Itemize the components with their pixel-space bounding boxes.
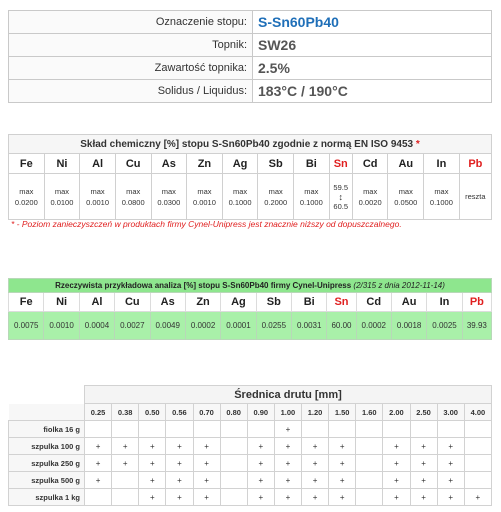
availability-cell xyxy=(383,421,410,438)
chem-value-au xyxy=(388,174,424,220)
value-line-bottom: 0.0800 xyxy=(121,197,145,207)
analysis-element-al: Al xyxy=(79,293,114,312)
availability-cell: + xyxy=(166,472,193,489)
chem-table-title xyxy=(9,135,492,154)
value-line-bottom: 0.0020 xyxy=(358,197,382,207)
chem-value-al xyxy=(80,174,116,220)
availability-cell xyxy=(464,438,491,455)
availability-cell: + xyxy=(274,455,301,472)
analysis-title xyxy=(9,279,492,293)
availability-cell: + xyxy=(329,438,356,455)
availability-cell xyxy=(139,421,166,438)
chem-value-sn xyxy=(329,174,352,220)
value-line-top: max xyxy=(268,186,283,196)
availability-cell: + xyxy=(437,489,464,506)
spec-label: Solidus / Liquidus: xyxy=(9,80,253,103)
availability-cell: + xyxy=(247,455,274,472)
availability-cell: + xyxy=(85,455,112,472)
value-line-top: max xyxy=(54,186,70,196)
chem-value-fe xyxy=(9,174,45,220)
availability-cell xyxy=(356,438,383,455)
availability-cell xyxy=(356,489,383,506)
availability-cell xyxy=(220,472,247,489)
diameter-header: 2.50 xyxy=(410,404,437,421)
availability-cell xyxy=(356,455,383,472)
availability-cell: + xyxy=(139,489,166,506)
availability-cell: + xyxy=(166,455,193,472)
package-row xyxy=(9,472,492,489)
availability-cell: + xyxy=(383,489,410,506)
availability-cell: + xyxy=(247,438,274,455)
value-line-top: max xyxy=(398,186,413,196)
value-line-bottom: 0.0500 xyxy=(394,197,418,207)
availability-cell xyxy=(356,421,383,438)
analysis-element-cd: Cd xyxy=(356,293,391,312)
value-line-bottom: 0.0010 xyxy=(192,197,216,207)
element-fe: Fe xyxy=(9,154,45,174)
analysis-element-fe: Fe xyxy=(9,293,44,312)
availability-cell: + xyxy=(437,455,464,472)
element-in: In xyxy=(424,154,460,174)
chem-value-cd xyxy=(352,174,388,220)
chem-element-header-row xyxy=(9,154,492,174)
chem-value-cu xyxy=(115,174,151,220)
chem-title-text: Skład chemiczny [%] stopu S-Sn60Pb40 zgodnie z normą EN ISO 9453 xyxy=(80,138,414,150)
availability-cell: + xyxy=(139,438,166,455)
spec-label: Oznaczenie stopu: xyxy=(9,11,253,34)
availability-cell xyxy=(464,472,491,489)
element-au: Au xyxy=(388,154,424,174)
analysis-value-cu: 0.0027 xyxy=(115,312,150,340)
analysis-element-as: As xyxy=(150,293,185,312)
impurity-footnote: * - Poziom zanieczyszczeń w produktach firmy Cynel-Unipress jest znacznie niższy od dopuszczalnego. xyxy=(11,219,402,229)
availability-cell: + xyxy=(329,455,356,472)
diameter-header: 3.00 xyxy=(437,404,464,421)
element-sn: Sn xyxy=(329,154,352,174)
availability-cell xyxy=(329,421,356,438)
availability-cell: + xyxy=(383,455,410,472)
spec-label: Topnik: xyxy=(9,34,253,57)
analysis-value-in: 0.0025 xyxy=(427,312,462,340)
chem-value-ag xyxy=(222,174,258,220)
availability-cell xyxy=(85,421,112,438)
wire-diameter-table xyxy=(8,385,492,506)
value-line-bottom: 0.2000 xyxy=(264,197,288,207)
analysis-element-zn: Zn xyxy=(185,293,220,312)
package-row xyxy=(9,455,492,472)
package-row xyxy=(9,489,492,506)
diameter-header: 1.50 xyxy=(329,404,356,421)
availability-cell: + xyxy=(274,438,301,455)
diameter-header: 0.70 xyxy=(193,404,220,421)
analysis-element-au: Au xyxy=(391,293,426,312)
corner-cell xyxy=(9,404,85,421)
availability-cell: + xyxy=(85,472,112,489)
availability-cell: + xyxy=(247,472,274,489)
availability-cell xyxy=(166,421,193,438)
value-line-top: max xyxy=(304,186,319,196)
analysis-element-in: In xyxy=(427,293,462,312)
diameter-header: 2.00 xyxy=(383,404,410,421)
availability-cell: + xyxy=(302,438,329,455)
availability-cell: + xyxy=(112,455,139,472)
alloy-spec-table xyxy=(8,10,492,103)
analysis-value-fe: 0.0075 xyxy=(9,312,44,340)
diameter-header: 1.20 xyxy=(302,404,329,421)
analysis-element-ag: Ag xyxy=(221,293,256,312)
availability-cell xyxy=(85,489,112,506)
value-line-bottom: 60.5 xyxy=(333,201,349,211)
chem-value-pb xyxy=(459,174,491,220)
element-ag: Ag xyxy=(222,154,258,174)
package-label: fiolka 16 g xyxy=(9,421,85,438)
diameter-header: 0.80 xyxy=(220,404,247,421)
value-line-top: max xyxy=(232,186,248,196)
value-line-top: max xyxy=(126,186,141,196)
package-label: szpulka 250 g xyxy=(9,455,85,472)
analysis-title-text: Rzeczywista przykładowa analiza [%] stopu S-Sn60Pb40 firmy Cynel-Unipress xyxy=(55,281,352,290)
analysis-value-sb: 0.0255 xyxy=(256,312,291,340)
availability-cell xyxy=(193,421,220,438)
corner-cell xyxy=(9,386,85,404)
value-line-bottom: 0.0200 xyxy=(14,197,38,207)
availability-cell: + xyxy=(193,455,220,472)
analysis-value-pb: 39.93 xyxy=(462,312,491,340)
availability-cell: + xyxy=(302,472,329,489)
availability-cell xyxy=(247,421,274,438)
availability-cell: + xyxy=(329,472,356,489)
spec-value: 183°C / 190°C xyxy=(253,80,492,103)
analysis-subtitle: (2/315 z dnia 2012-11-14) xyxy=(353,281,445,290)
analysis-element-bi: Bi xyxy=(292,293,327,312)
availability-cell xyxy=(356,472,383,489)
diameter-header: 1.00 xyxy=(274,404,301,421)
analysis-value-sn: 60.00 xyxy=(327,312,356,340)
availability-cell: + xyxy=(193,489,220,506)
availability-cell xyxy=(464,455,491,472)
chem-value-as xyxy=(151,174,187,220)
analysis-value-ni: 0.0010 xyxy=(44,312,79,340)
availability-cell xyxy=(437,421,464,438)
availability-cell: + xyxy=(329,489,356,506)
availability-cell xyxy=(464,421,491,438)
value-line-top: 59.5 xyxy=(333,182,349,192)
value-line-top: max xyxy=(19,186,34,196)
availability-cell xyxy=(112,489,139,506)
sample-analysis-table xyxy=(8,278,492,340)
value-line-top: max xyxy=(363,186,378,196)
availability-cell: + xyxy=(302,489,329,506)
value-line-top: max xyxy=(90,186,105,196)
availability-cell: + xyxy=(247,489,274,506)
value-line-bottom: 0.1000 xyxy=(228,197,252,207)
analysis-element-ni: Ni xyxy=(44,293,79,312)
spec-label: Zawartość topnika: xyxy=(9,57,253,80)
spec-row-solidus-liquidus xyxy=(9,80,492,103)
availability-cell: + xyxy=(112,438,139,455)
diameter-header-row xyxy=(9,404,492,421)
diameter-header: 1.60 xyxy=(356,404,383,421)
availability-cell: + xyxy=(383,438,410,455)
chem-value-bi xyxy=(294,174,330,220)
wire-table-title: Średnica drutu [mm] xyxy=(85,386,492,404)
spec-row-designation xyxy=(9,11,492,34)
analysis-element-sn: Sn xyxy=(327,293,356,312)
availability-cell xyxy=(112,421,139,438)
diameter-header: 0.25 xyxy=(85,404,112,421)
availability-cell: + xyxy=(139,472,166,489)
analysis-value-ag: 0.0001 xyxy=(221,312,256,340)
element-cd: Cd xyxy=(352,154,388,174)
analysis-value-al: 0.0004 xyxy=(79,312,114,340)
package-row xyxy=(9,438,492,455)
spec-row-flux-content xyxy=(9,57,492,80)
element-cu: Cu xyxy=(115,154,151,174)
availability-cell xyxy=(220,489,247,506)
diameter-header: 0.38 xyxy=(112,404,139,421)
availability-cell: + xyxy=(193,438,220,455)
value-line-bottom: 0.0100 xyxy=(50,197,74,207)
availability-cell: + xyxy=(166,489,193,506)
chem-title-asterisk: * xyxy=(415,138,420,150)
value-line-top: max xyxy=(161,186,176,196)
availability-cell: + xyxy=(410,455,437,472)
diameter-header: 4.00 xyxy=(464,404,491,421)
availability-cell: + xyxy=(166,438,193,455)
diameter-header: 0.90 xyxy=(247,404,274,421)
availability-cell: + xyxy=(437,472,464,489)
spec-value: S-Sn60Pb40 xyxy=(253,11,492,34)
analysis-value-bi: 0.0031 xyxy=(292,312,327,340)
element-ni: Ni xyxy=(44,154,80,174)
availability-cell xyxy=(302,421,329,438)
value-line-top: max xyxy=(434,186,449,196)
availability-cell: + xyxy=(302,455,329,472)
value-line-top: reszta xyxy=(465,192,486,201)
element-al: Al xyxy=(80,154,116,174)
spec-value: SW26 xyxy=(253,34,492,57)
element-sb: Sb xyxy=(258,154,294,174)
availability-cell xyxy=(220,455,247,472)
chemical-composition-table xyxy=(8,134,492,220)
diameter-header: 0.56 xyxy=(166,404,193,421)
spec-row-flux xyxy=(9,34,492,57)
analysis-element-pb: Pb xyxy=(462,293,491,312)
value-line-top: max xyxy=(197,186,212,196)
availability-cell: + xyxy=(410,438,437,455)
package-label: szpulka 500 g xyxy=(9,472,85,489)
spec-value: 2.5% xyxy=(253,57,492,80)
analysis-value-au: 0.0018 xyxy=(391,312,426,340)
diameter-header: 0.50 xyxy=(139,404,166,421)
value-line-bottom: 0.0010 xyxy=(86,197,110,207)
chem-value-zn xyxy=(187,174,223,220)
chem-values-row xyxy=(9,174,492,220)
analysis-element-header-row xyxy=(9,293,492,312)
value-line-bottom: 0.0300 xyxy=(157,197,181,207)
availability-cell: + xyxy=(274,421,301,438)
analysis-value-zn: 0.0002 xyxy=(185,312,220,340)
availability-cell: + xyxy=(274,489,301,506)
availability-cell: + xyxy=(85,438,112,455)
package-label: szpulka 100 g xyxy=(9,438,85,455)
element-zn: Zn xyxy=(187,154,223,174)
availability-cell: + xyxy=(193,472,220,489)
chem-value-in xyxy=(424,174,460,220)
availability-cell: + xyxy=(437,438,464,455)
availability-cell: + xyxy=(410,472,437,489)
availability-cell: + xyxy=(274,472,301,489)
availability-cell xyxy=(220,438,247,455)
availability-cell xyxy=(410,421,437,438)
value-line-bottom: 0.1000 xyxy=(429,197,453,207)
package-row xyxy=(9,421,492,438)
analysis-value-as: 0.0049 xyxy=(150,312,185,340)
availability-cell: + xyxy=(383,472,410,489)
availability-cell xyxy=(220,421,247,438)
value-line-bottom: 0.1000 xyxy=(299,197,323,207)
element-pb: Pb xyxy=(459,154,491,174)
element-as: As xyxy=(151,154,187,174)
availability-cell: + xyxy=(464,489,491,506)
analysis-element-sb: Sb xyxy=(256,293,291,312)
chem-value-sb xyxy=(258,174,294,220)
chem-value-ni xyxy=(44,174,80,220)
analysis-values-row xyxy=(9,312,492,340)
element-bi: Bi xyxy=(294,154,330,174)
analysis-element-cu: Cu xyxy=(115,293,150,312)
package-label: szpulka 1 kg xyxy=(9,489,85,506)
analysis-value-cd: 0.0002 xyxy=(356,312,391,340)
availability-cell xyxy=(112,472,139,489)
availability-cell: + xyxy=(410,489,437,506)
availability-cell: + xyxy=(139,455,166,472)
range-arrow-icon: ↕ xyxy=(338,191,343,202)
